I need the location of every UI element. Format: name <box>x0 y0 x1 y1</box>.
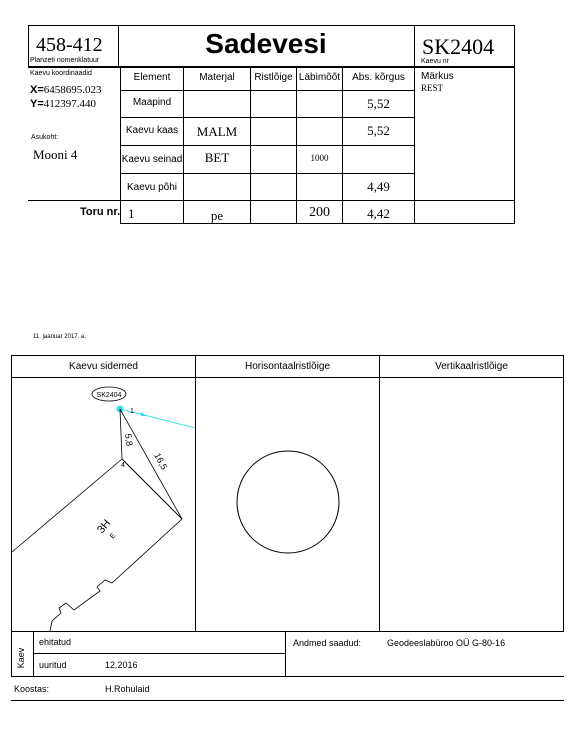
panel-title-vertical: Vertikaalristlõige <box>435 361 508 372</box>
author-value: H.Rohulaid <box>105 684 150 694</box>
row-element: Kaevu seinad <box>121 154 183 165</box>
author-label: Koostas: <box>14 684 50 694</box>
x-coordinate <box>30 84 102 96</box>
pipe-height: 4,42 <box>367 206 390 221</box>
well-id: SK2404 <box>422 34 495 59</box>
row-diameter: 1000 <box>310 153 329 163</box>
corner-label: 4 <box>121 462 125 469</box>
pipe-material: pe <box>210 208 224 223</box>
built-label: ehitatud <box>39 637 72 647</box>
col-header-remark: Märkus <box>421 71 454 82</box>
row-height: 4,49 <box>367 179 390 194</box>
kaev-label: Kaev <box>16 647 26 669</box>
coords-label: Kaevu koordinaadid <box>30 70 92 77</box>
y-coordinate <box>30 98 96 110</box>
row-element: Kaevu kaas <box>125 125 179 136</box>
data-source-label: Andmed saadud: <box>293 638 362 648</box>
location-label: Asukoht: <box>31 134 59 141</box>
tie-line-a <box>120 409 122 459</box>
x-label: X= <box>30 84 44 96</box>
row-material: MALM <box>196 124 238 139</box>
building-sub-label: E <box>109 532 118 541</box>
well-label: SK2404 <box>96 392 122 399</box>
building-label: 3H <box>95 517 114 536</box>
row-material: BET <box>204 150 230 165</box>
sheet-number: 458-412 <box>36 34 103 56</box>
distance-b-label: 16,5 <box>152 451 170 472</box>
col-header-height: Abs. kõrgus <box>352 72 405 83</box>
sheet-caption: Planzeti nomenklatuur <box>30 57 100 64</box>
data-source-value: Geodeeslabüroo OÜ G-80-16 <box>387 638 506 648</box>
distance-a-label: 5,8 <box>123 432 135 447</box>
x-value: 6458695.023 <box>43 84 102 96</box>
col-header-material: Materjal <box>199 72 235 83</box>
row-height: 5,52 <box>367 123 390 138</box>
building-outline <box>12 459 182 631</box>
ties-sketch <box>12 378 195 631</box>
tie-line-b <box>120 409 182 519</box>
col-header-element: Element <box>133 72 171 83</box>
row-element: Kaevu põhi <box>126 182 178 193</box>
remark-value: REST <box>421 83 444 93</box>
y-label: Y= <box>30 98 44 110</box>
row-element: Maapind <box>132 97 172 108</box>
pipe-diameter: 200 <box>309 205 330 220</box>
pipe-number-label: 1 <box>130 408 134 415</box>
surveyed-label: uuritud <box>39 660 67 670</box>
well-circle <box>237 451 339 553</box>
well-caption: Kaevu nr <box>421 58 450 65</box>
pipe-label: Toru nr. <box>80 206 121 218</box>
location-value: Mooni 4 <box>33 147 78 162</box>
page-title: Sadevesi <box>205 28 327 59</box>
col-header-section: Ristlõige <box>254 72 293 83</box>
horizontal-section <box>196 378 379 631</box>
col-header-diameter: Läbimõõt <box>298 72 341 83</box>
row-height: 5,52 <box>367 96 390 111</box>
date: 11. jaanuar 2017. a. <box>33 334 86 340</box>
pipe-number: 1 <box>128 206 135 221</box>
y-value: 412397.440 <box>43 98 97 110</box>
panel-title-ties: Kaevu sidemed <box>69 361 138 372</box>
surveyed-value: 12.2016 <box>105 660 138 670</box>
panel-title-horizontal: Horisontaalristlõige <box>244 361 331 372</box>
